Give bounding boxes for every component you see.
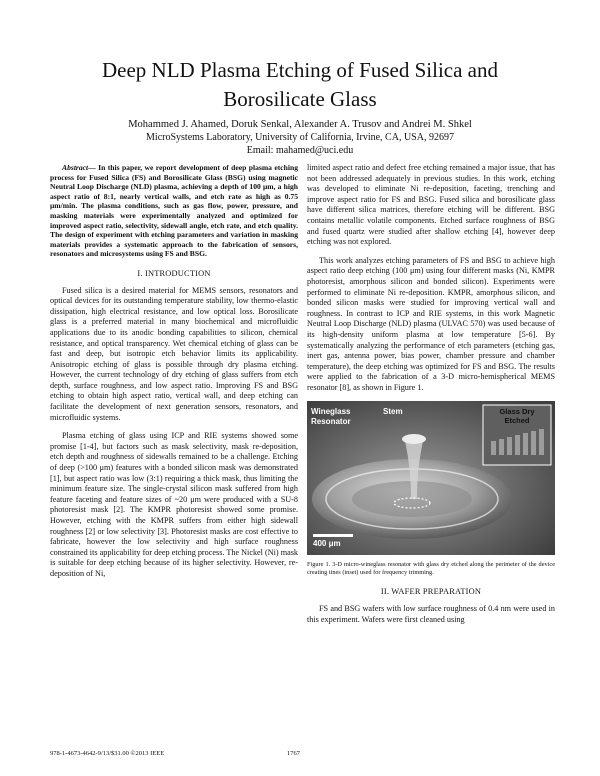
affiliation: MicroSystems Laboratory, University of California, Irvine, CA, USA, 92697: [146, 132, 454, 143]
author-list: Mohammed J. Ahamed, Doruk Senkal, Alexander A. Trusov and Andrei M. Shkel: [128, 119, 472, 130]
footer-isbn: 978-1-4673-4642-9/13/$31.00 ©2013 IEEE: [50, 750, 165, 757]
title-line-1: Deep NLD Plasma Etching of Fused Silica and: [101, 58, 498, 82]
title-line-2: Borosilicate Glass: [223, 87, 377, 111]
paragraph-wafer-1: FS and BSG wafers with low surface roughness of 0.4 nm were used in this experiment. Wafers were first cleaned using: [307, 604, 555, 624]
paragraph-right-2: This work analyzes etching parameters of FS and BSG to achieve high aspect ratio deep etching (100 μm) using four different masks (Ni, KMPR photoresist, amorphous silicon and bonded silicon). Experiments were performed to eliminate Ni re-deposition. KMPR, amorphous silicon, and bonded silicon masks were studied for improving vertical wall and roughness. In contrast to ICP and RIE systems, in this work Magnetic Neutral Loop Discharge (NLD) plasma (ULVAC 570) was used because of its high-density uniform plasma at low temperature [5-6]. By systematically analyzing the performance of etch parameters (etching gas, inert gas, antenna power, bias power, chamber pressure and chamber temperature), the deep etching was optimized for FS and BSG. The results were applied to the fabrication of a 3-D micro-hemispherical MEMS resonator [8], as shown in Figure 1.: [307, 255, 555, 392]
paragraph-intro-2: Plasma etching of glass using ICP and RIE systems showed some promise [1-4], but factors such as mask selectivity, mask re-deposition, etch depth and roughness of sidewalls remained to be a challenge. Etching of deep (>100 μm) features with a bonded silicon mask was demonstrated [1], but aspect ratio was low (3:1) requiring a thick mask, thus limiting the minimum feature size. The single-crystal silicon mask suffered from high feature faceting and feature sizes of ~20 μm were produced with a SU-8 photoresist mask [2]. The KMPR photoresist showed some promise. However, etching with the KMPR suffers from either high sidewall roughness [2] or low selectivity [3]. Photoresist masks are cost effective to fabricate, however the low selectivity and high surface roughness constrained its applicability for deep etching process. The Nickel (Ni) mask is suitable for deep etching because of its higher selectivity. However, re-deposition of Ni,: [50, 431, 298, 578]
label-wineglass-resonator: Wineglass Resonator: [311, 407, 351, 427]
left-column: [50, 163, 298, 580]
abstract: [50, 163, 298, 259]
abstract-label: Abstract: [62, 163, 89, 172]
abstract-text: — In this paper, we report development of deep plasma etching process for Fused Silica (FS) and Borosilicate Glass (BSG) using magnetic Neutral Loop Discharge (NLD) plasma, achieving a depth of 100 μm, a high aspect ratio of 8:1, nearly vertical walls, and etch rate as high as 0.75 μm/min. The plasma conditions, such as gas flow, power, pressure, and masking materials were experimentally analyzed and optimized for improved aspect ratio, selectivity, sidewall angle, etch rate, and etch quality. The design of experiment with etching parameters and variation in masking materials provides a systematic approach to the fabrication of sensors, resonators and microsystems using FS and BSG.: [50, 163, 298, 259]
figure-1-image: [307, 401, 555, 555]
paragraph-intro-1: Fused silica is a desired material for MEMS sensors, resonators and optical devices for its outstanding temperature stability, low thermo-elastic dissipation, high electrical resistance, and low optical loss. Borosilicate glass is a preferred material in many biochemical and microfluidic applications due to its anodic bonding capabilities to silicon, chemical resistance, and optical transparency. Wet chemical etching of glass can be fast and deep, but isotropic etch behavior limits its applicability. Anisotropic etching of glass is possible through dry plasma etching. However, the current technology of dry etching of glass suffers from etch depth, surface roughness, and low aspect ratio. Improving FS and BSG etching to obtain high aspect ratio, vertical wall, and deep etching can facilitate the development of next generation sensors, resonators, and microfluidic systems.: [50, 285, 298, 422]
right-column: [307, 163, 555, 625]
section-heading-introduction: I. INTRODUCTION: [137, 268, 211, 278]
paragraph-right-1: limited aspect ratio and defect free etching remained a major issue, that has not been addressed adequately in previous studies. In this work, etching was developed to eliminate Ni re-deposition, faceting, trenching and improve aspect ratio for FS and BSG. Fused silica and borosilicate glass have different silica matrices, therefore etching will be different. BSG contains metallic volatile components. Etched surface roughness of BSG and fused quartz were studied after shallow etching [4], however deep etching was not explored.: [307, 163, 555, 247]
figure-1-caption: Figure 1. 3-D micro-wineglass resonator with glass dry etched along the perimeter of the device creating tines (inset) used for frequency trimming.: [307, 561, 555, 577]
contact-email: Email: mahamed@uci.edu: [246, 145, 354, 156]
label-stem: Stem: [383, 407, 403, 417]
section-heading-wafer-preparation: II. WAFER PREPARATION: [380, 587, 482, 597]
page-number: 1767: [287, 750, 300, 757]
paper-title: [40, 56, 560, 114]
label-glass-dry-etched: Glass Dry Etched: [499, 407, 535, 426]
scale-bar-label: 400 μm: [313, 539, 341, 549]
